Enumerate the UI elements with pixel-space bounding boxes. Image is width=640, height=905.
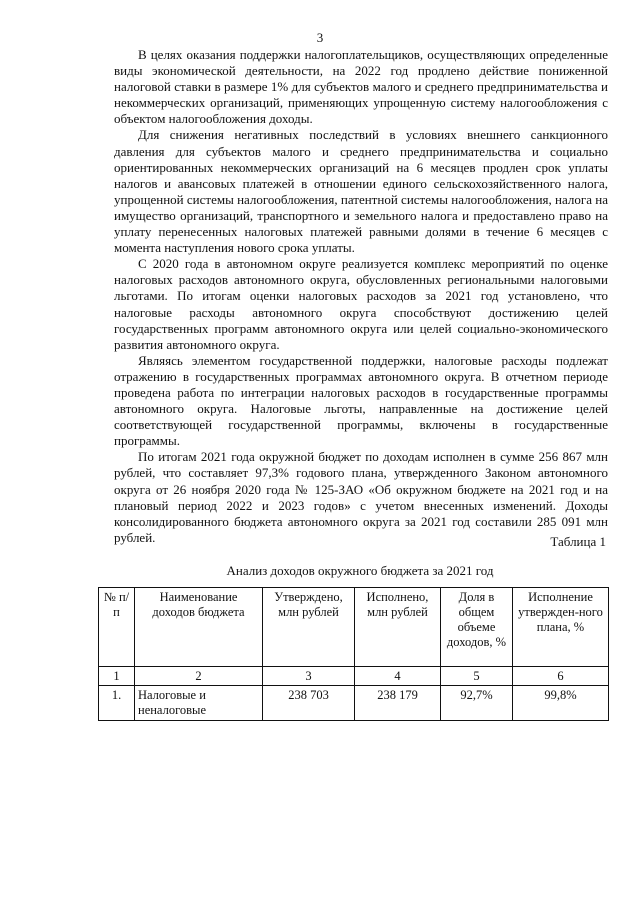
income-analysis-table: [98, 587, 609, 721]
table-column-numbers-row: [99, 667, 609, 686]
paragraph-tax-expenditures: С 2020 года в автономном округе реализуется комплекс мероприятий по оценке налоговых расходов автономного округа, обусловленных региональными налоговыми льготами. По итогам оценки налоговых расходов за 2021 год установлено, что налоговые расходы автономного округа способствуют достижению целей государственных программ автономного округа или целей социально-экономического развития автономного округа.: [114, 256, 608, 352]
paragraph-state-support: Являясь элементом государственной поддержки, налоговые расходы подлежат отражению в государственных программах автономного округа. В отчетном периоде проведена работа по интеграции налоговых расходов в государственные программы автономного округа. Налоговые льготы, направленные на достижение целей соответствующей государственной программы, включены в государственные программы.: [114, 352, 608, 449]
row-number: 1.: [99, 686, 135, 721]
row-approved: 238 703: [263, 686, 355, 721]
header-plan-execution: Исполнение утвержден-ного плана, %: [513, 588, 609, 667]
header-executed: Исполнено, млн рублей: [355, 588, 441, 667]
row-name: Налоговые и неналоговые: [135, 686, 263, 721]
body-text: [114, 47, 608, 546]
table-label: Таблица 1: [550, 534, 606, 549]
column-number: 1: [99, 667, 135, 686]
header-approved: Утверждено, млн рублей: [263, 588, 355, 667]
table-title: Анализ доходов окружного бюджета за 2021 год: [226, 563, 494, 578]
paragraph-tax-rate: В целях оказания поддержки налогоплательщиков, осуществляющих определенные виды экономической деятельности, на 2022 год продлено действие пониженной налоговой ставки в размере 1% для субъектов малого и среднего предпринимательства и некоммерческих организаций, применяющих упрощенную систему налогообложения с объектом налогообложения доходы.: [114, 47, 608, 127]
header-name: Наименование доходов бюджета: [135, 588, 263, 667]
column-number: 6: [513, 667, 609, 686]
row-executed: 238 179: [355, 686, 441, 721]
table-header-row: [99, 588, 609, 667]
table-row: [99, 686, 609, 721]
row-share: 92,7%: [441, 686, 513, 721]
column-number: 2: [135, 667, 263, 686]
column-number: 4: [355, 667, 441, 686]
paragraph-sanctions: Для снижения негативных последствий в условиях внешнего санкционного давления для субъектов малого и среднего предпринимательства и социально ориентированных некоммерческих организаций на 6 месяцев продлен срок уплаты налогов и авансовых платежей в отношении единого сельскохозяйственного налога, упрощенной системы налогообложения, патентной системы налогообложения, налога на имущество организаций, транспортного и земельного налога и предоставлено право на уплату перенесенных налоговых платежей равными долями в течение 6 месяцев с момента наступления нового срока уплаты.: [114, 127, 608, 256]
column-number: 3: [263, 667, 355, 686]
paragraph-budget-results: По итогам 2021 года окружной бюджет по доходам исполнен в сумме 256 867 млн рублей, что составляет 97,3% годового плана, утвержденного Законом автономного округа от 26 ноября 2020 года № 125-ЗАО «Об окружном бюджете на 2021 год и на плановый период 2022 и 2023 годов» с учетом внесенных изменений. Доходы консолидированного бюджета автономного округа за 2021 год составили 285 091 млн рублей.: [114, 449, 608, 545]
header-number: № п/п: [99, 588, 135, 667]
column-number: 5: [441, 667, 513, 686]
header-share: Доля в общем объеме доходов, %: [441, 588, 513, 667]
row-plan-execution: 99,8%: [513, 686, 609, 721]
page-number: 3: [316, 30, 324, 45]
